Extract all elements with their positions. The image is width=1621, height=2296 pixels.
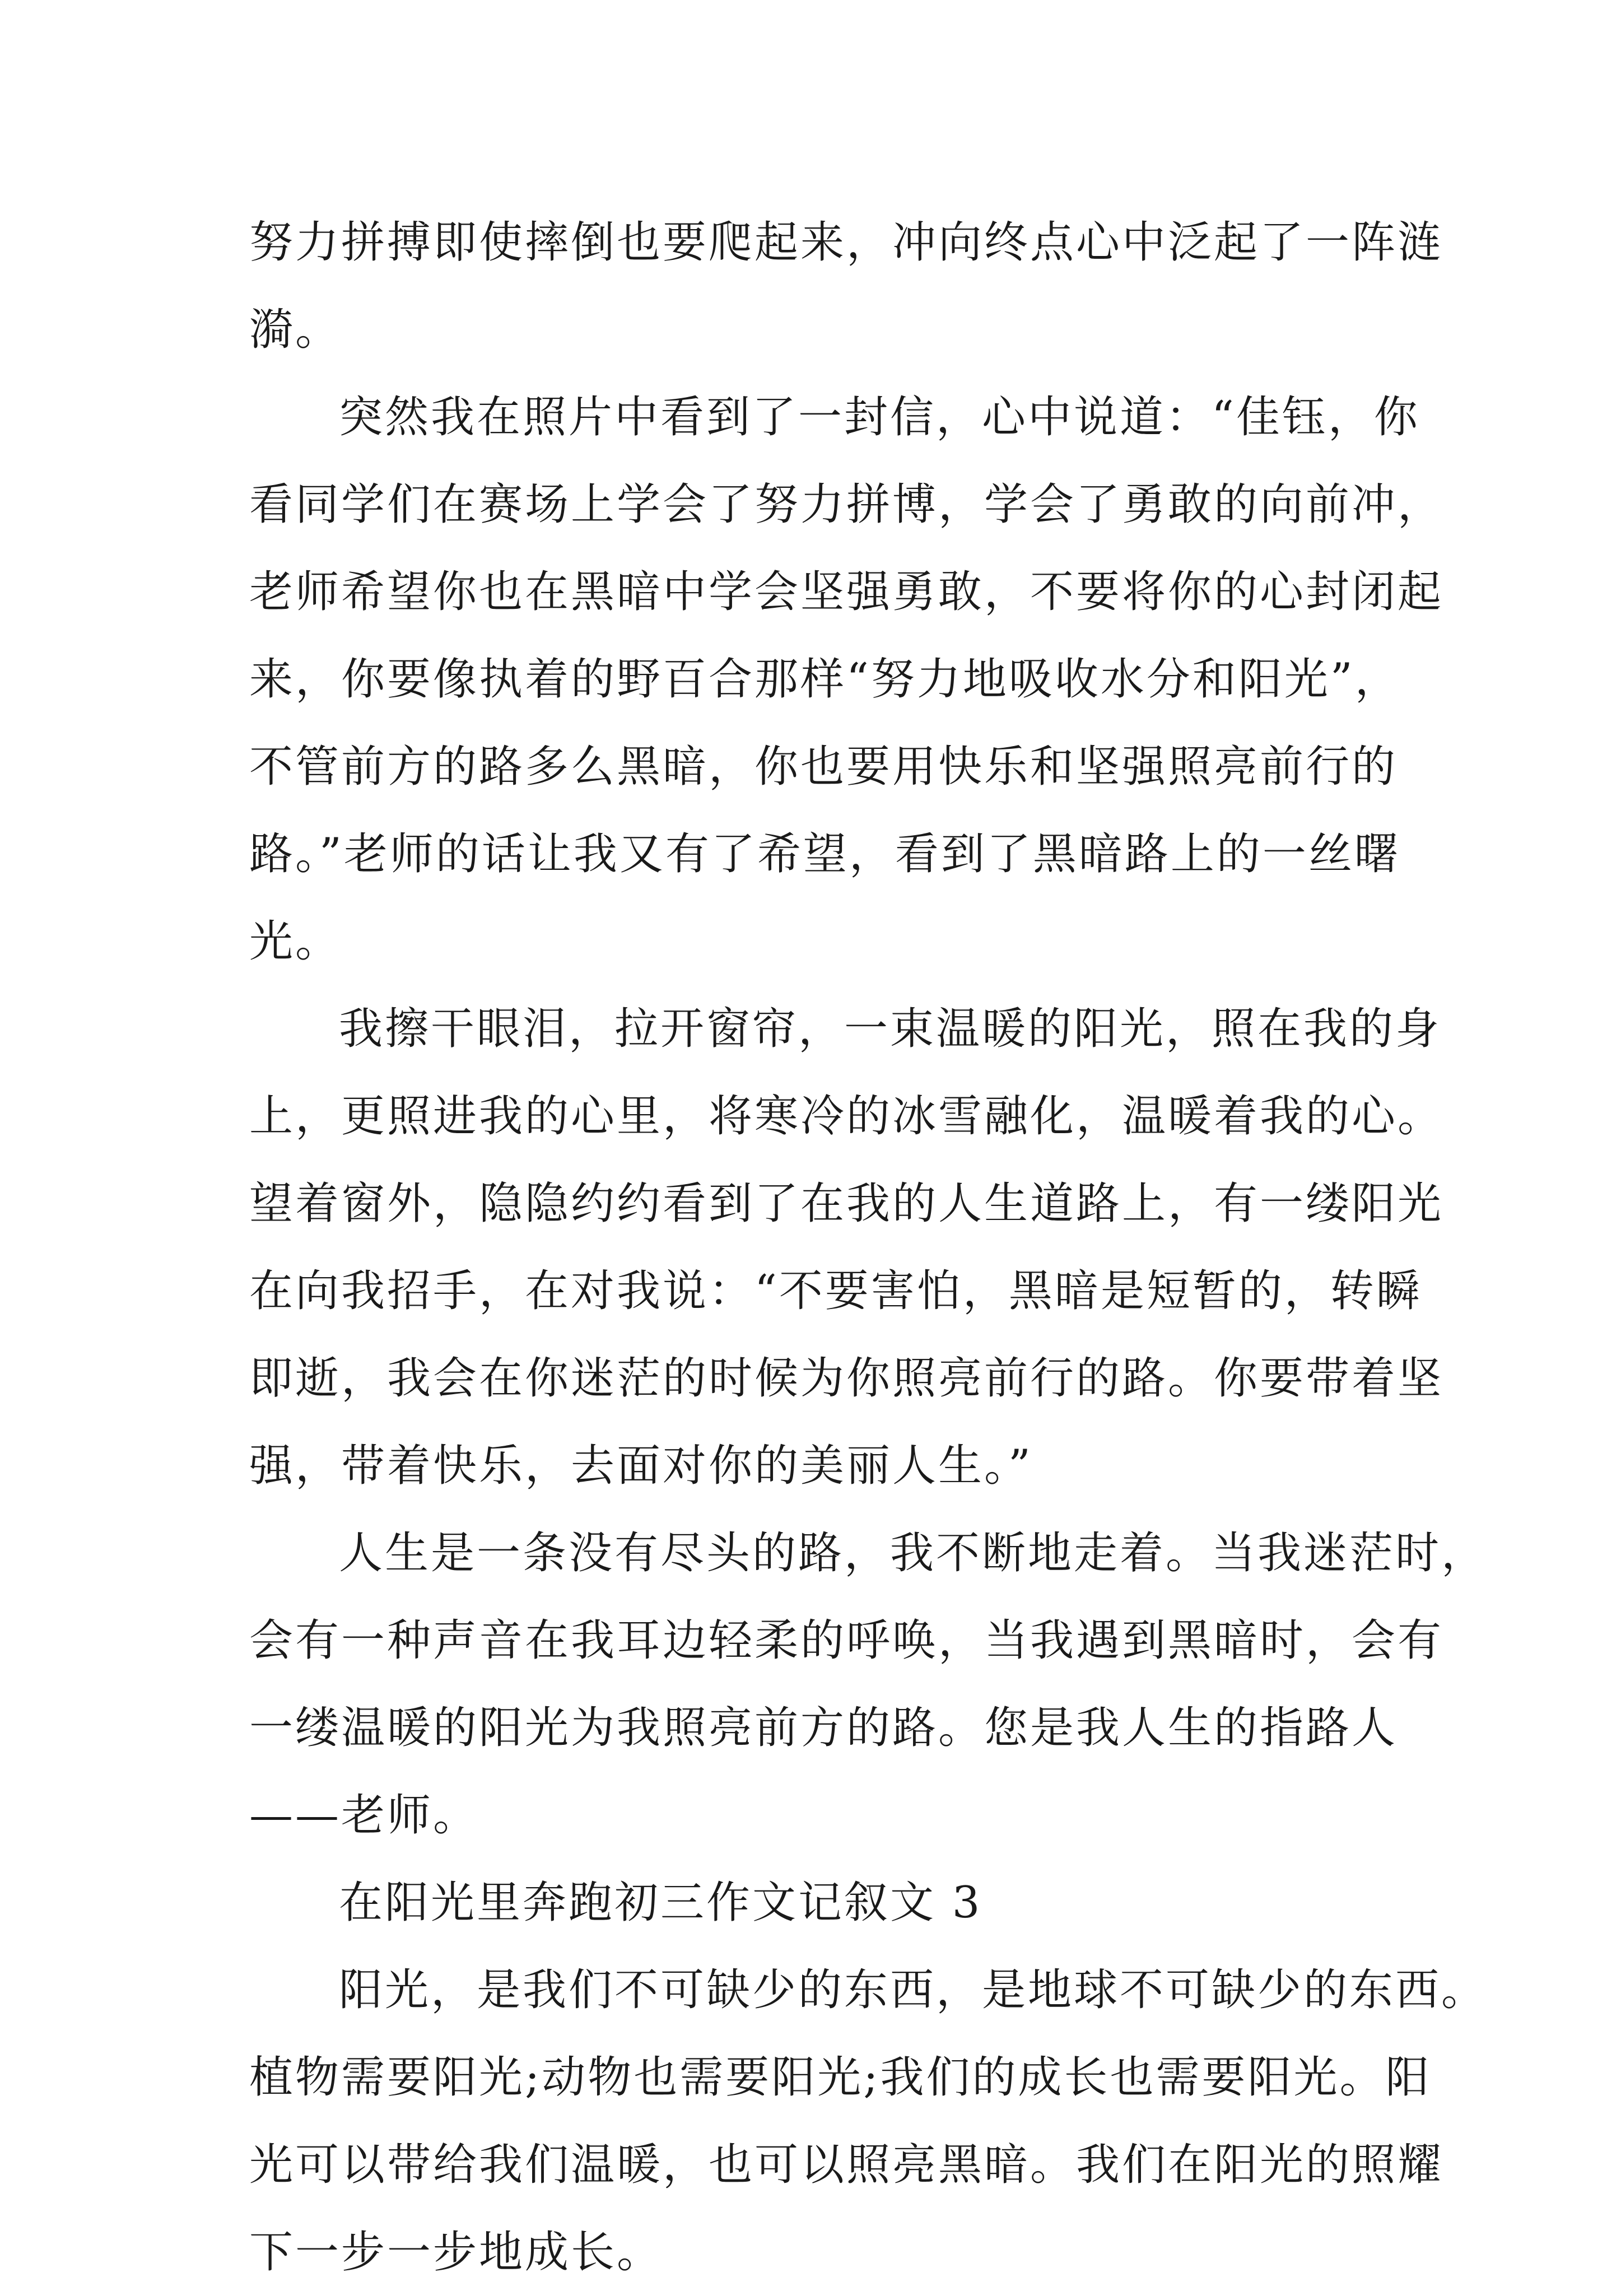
paragraph-start-line: 突然我在照片中看到了一封信，心中说道：“佳钰，你: [339, 392, 1420, 443]
text-line: 望着窗外，隐隐约约看到了在我的人生道路上，有一缕阳光: [249, 1179, 1444, 1229]
text-line: 一缕温暖的阳光为我照亮前方的路。您是我人生的指路人: [249, 1703, 1398, 1753]
text-line: 下一步一步地成长。: [249, 2227, 663, 2278]
text-line: 会有一种声音在我耳边轻柔的呼唤，当我遇到黑暗时，会有: [249, 1615, 1444, 1666]
text-line: 来，你要像执着的野百合那样“努力地吸收水分和阳光”，: [249, 654, 1401, 705]
text-line: ——老师。: [249, 1790, 479, 1841]
text-line: 不管前方的路多么黑暗，你也要用快乐和坚强照亮前行的: [249, 742, 1398, 792]
document-body: [249, 199, 1488, 2296]
text-line: 路。”老师的话让我又有了希望，看到了黑暗路上的一丝曙: [249, 829, 1400, 879]
text-line: 植物需要阳光;动物也需要阳光;我们的成长也需要阳光。阳: [249, 2052, 1432, 2103]
text-line: 光可以带给我们温暖，也可以照亮黑暗。我们在阳光的照耀: [249, 2140, 1444, 2190]
text-line: 努力拼搏即使摔倒也要爬起来，冲向终点心中泛起了一阵涟: [249, 217, 1444, 268]
text-line: 上，更照进我的心里，将寒冷的冰雪融化，温暖着我的心。: [249, 1091, 1444, 1142]
paragraph-start-line: 阳光，是我们不可缺少的东西，是地球不可缺少的东西。: [339, 1965, 1488, 2015]
text-line: 强，带着快乐，去面对你的美丽人生。”: [249, 1441, 1033, 1491]
text-line: 在向我招手，在对我说：“不要害怕，黑暗是短暂的，转瞬: [249, 1266, 1422, 1316]
section-heading: 在阳光里奔跑初三作文记叙文 3: [339, 1878, 982, 1928]
paragraph-start-line: 我擦干眼泪，拉开窗帘，一束温暖的阳光，照在我的身: [339, 1004, 1442, 1054]
text-line: 看同学们在赛场上学会了努力拼博，学会了勇敢的向前冲，: [249, 479, 1444, 530]
text-line: 老师希望你也在黑暗中学会坚强勇敢，不要将你的心封闭起: [249, 567, 1444, 617]
paragraph-start-line: 人生是一条没有尽头的路，我不断地走着。当我迷茫时，: [339, 1528, 1488, 1578]
text-line: 漪。: [249, 305, 342, 355]
text-line: 即逝，我会在你迷茫的时候为你照亮前行的路。你要带着坚: [249, 1353, 1444, 1404]
text-line: 光。: [249, 916, 342, 967]
